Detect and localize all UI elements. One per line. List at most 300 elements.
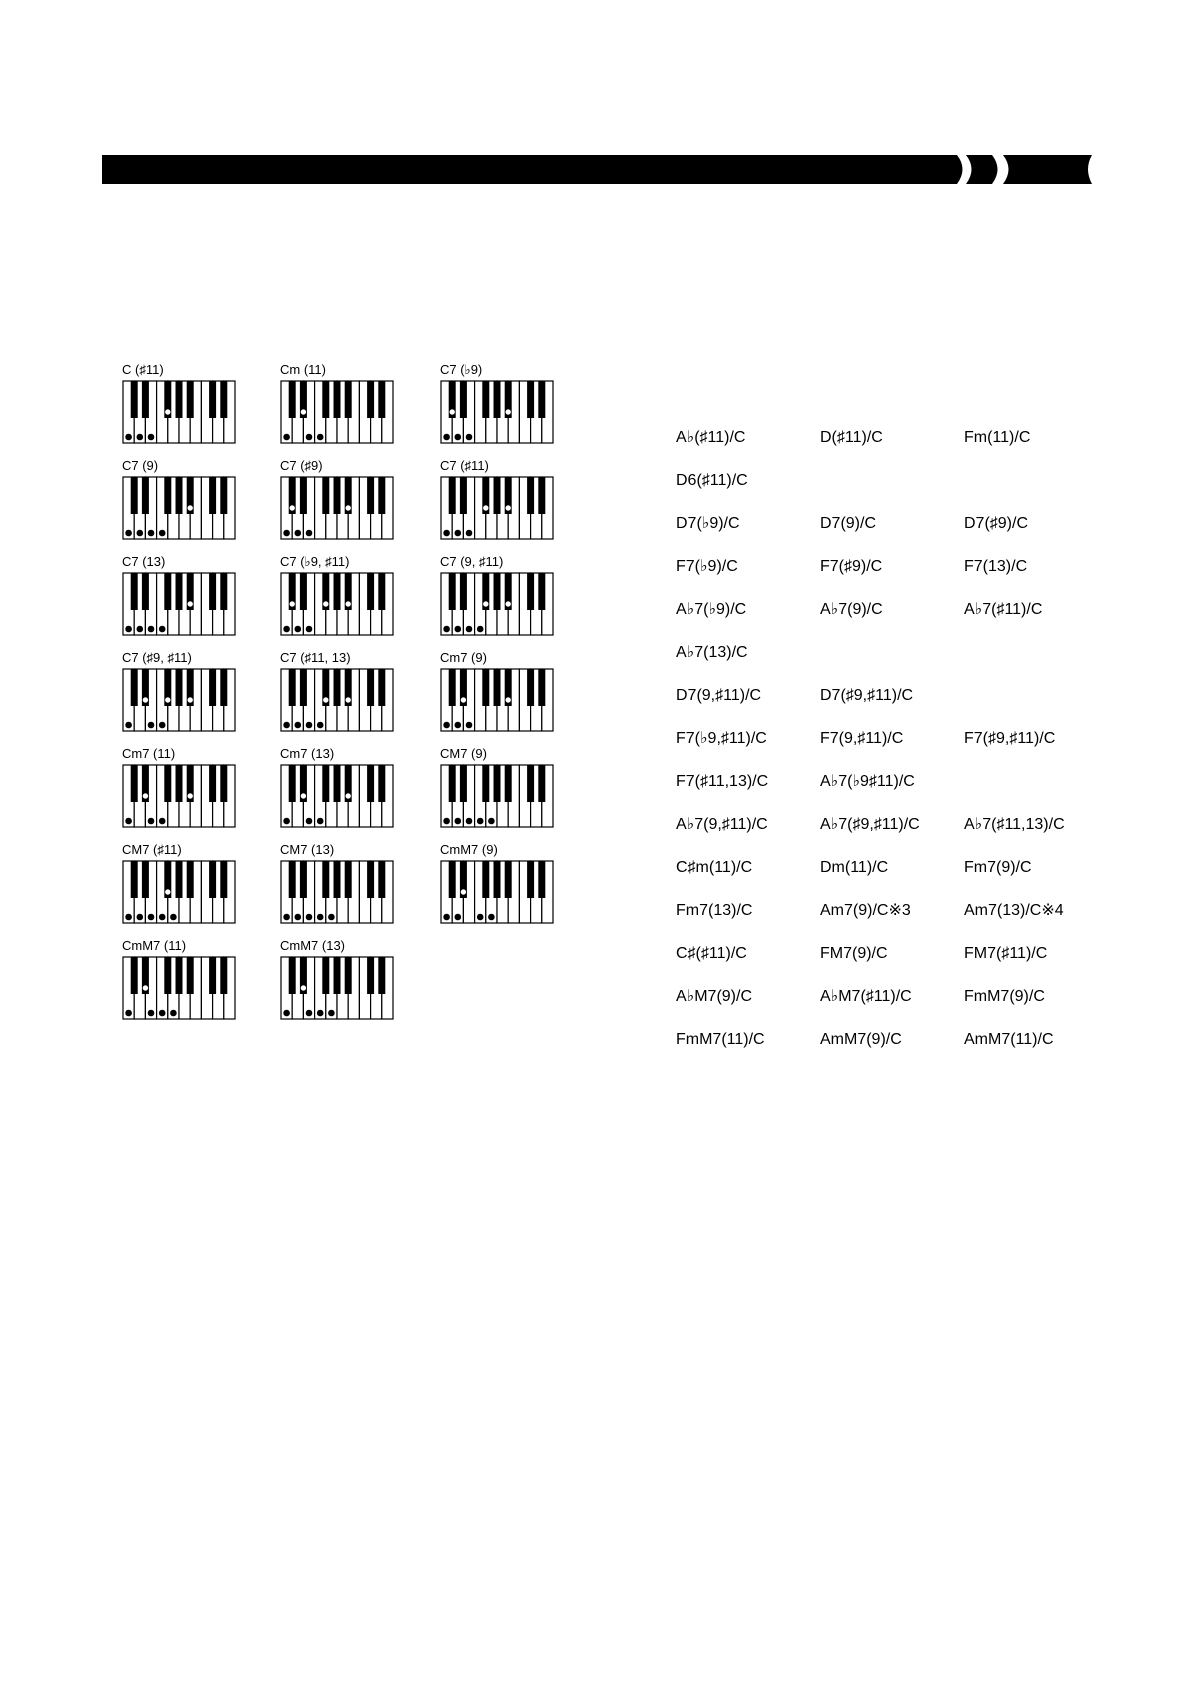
chord-diagram (278, 362, 408, 452)
white-key-dot (148, 914, 155, 921)
chord-symbol: D7(9,♯11)/C (676, 687, 762, 704)
black-key (460, 477, 467, 514)
chord-name: CM7 (9) (440, 746, 487, 761)
white-key-dot (455, 914, 462, 921)
white-key-dot (159, 626, 166, 633)
keyboard-diagram (440, 572, 556, 636)
white-key-dot (466, 818, 473, 825)
chord-symbol-row (676, 686, 1096, 729)
black-key-dot (142, 985, 148, 991)
chord-symbol: FmM7(9)/C (964, 988, 1045, 1005)
black-key (527, 381, 534, 418)
black-key (187, 957, 194, 994)
chord-symbol-row (676, 815, 1096, 858)
keyboard-diagram (122, 572, 238, 636)
black-key-dot (165, 409, 171, 415)
chord-diagram (438, 746, 568, 836)
chord-symbol-row (676, 428, 1096, 471)
white-key-dot (159, 530, 166, 537)
white-key-dot (455, 722, 462, 729)
chord-name: C (♯11) (122, 362, 164, 377)
white-key-dot (306, 914, 313, 921)
chord-symbol: Am7(13)/C※4 (964, 902, 1064, 919)
keyboard-diagram (122, 476, 238, 540)
black-key (322, 477, 329, 514)
black-key (449, 669, 456, 706)
keyboard-diagram (440, 668, 556, 732)
white-key-dot (125, 530, 132, 537)
chord-symbol: FM7(♯11)/C (964, 945, 1048, 962)
black-key-dot (289, 601, 295, 607)
chord-name: CmM7 (11) (122, 938, 187, 953)
chord-diagram (278, 842, 408, 932)
chord-symbol-row (676, 557, 1096, 600)
black-key (367, 669, 374, 706)
black-key-dot (323, 697, 329, 703)
white-key-dot (443, 530, 450, 537)
white-key-dot (306, 722, 313, 729)
chord-diagram (120, 362, 250, 452)
black-key (289, 957, 296, 994)
white-key-dot (317, 722, 324, 729)
black-key (378, 861, 385, 898)
white-key-dot (328, 1010, 335, 1017)
chord-diagram (278, 938, 408, 1028)
chord-symbol: A♭M7(♯11)/C (820, 988, 912, 1005)
black-key (289, 669, 296, 706)
white-key-dot (283, 722, 290, 729)
black-key (505, 765, 512, 802)
chord-diagram (278, 458, 408, 548)
white-key-dot (443, 818, 450, 825)
keyboard-diagram (280, 668, 396, 732)
chord-symbol: C♯m(11)/C (676, 859, 753, 876)
black-key (209, 765, 216, 802)
chord-name: C7 (♭9) (440, 362, 483, 377)
black-key-dot (300, 409, 306, 415)
black-key (209, 669, 216, 706)
white-key-dot (455, 818, 462, 825)
black-key-dot (449, 409, 455, 415)
black-key (378, 765, 385, 802)
black-key (378, 573, 385, 610)
chord-diagram (120, 746, 250, 836)
black-key (164, 765, 171, 802)
chord-name: C7 (9) (122, 458, 159, 473)
black-key (527, 669, 534, 706)
black-key (289, 765, 296, 802)
black-key (527, 477, 534, 514)
black-key (131, 765, 138, 802)
black-key (300, 477, 307, 514)
chord-symbol: A♭M7(9)/C (676, 988, 752, 1005)
chord-symbol-row (676, 858, 1096, 901)
black-key (164, 573, 171, 610)
black-key (345, 381, 352, 418)
black-key-dot (460, 697, 466, 703)
chord-name: Cm7 (13) (280, 746, 335, 761)
chord-symbol: AmM7(9)/C (820, 1031, 902, 1048)
white-key-dot (159, 722, 166, 729)
white-key-dot (317, 914, 324, 921)
keyboard-diagram (280, 476, 396, 540)
white-key-dot (466, 722, 473, 729)
black-key (345, 861, 352, 898)
keyboard-diagram (440, 764, 556, 828)
black-key-dot (483, 505, 489, 511)
chord-symbol: A♭7(9)/C (820, 601, 883, 618)
black-key (449, 573, 456, 610)
chord-symbol: D7(9)/C (820, 515, 877, 532)
black-key (220, 765, 227, 802)
chord-name: CmM7 (13) (280, 938, 346, 953)
chord-name: C7 (♭9, ♯11) (280, 554, 350, 569)
black-key (142, 477, 149, 514)
black-key (142, 861, 149, 898)
black-key (538, 381, 545, 418)
chord-diagram (438, 458, 568, 548)
white-key-dot (306, 1010, 313, 1017)
keyboard-diagram (440, 380, 556, 444)
black-key-dot (300, 985, 306, 991)
black-key (505, 861, 512, 898)
white-key-dot (455, 530, 462, 537)
black-key-dot (187, 601, 193, 607)
black-key (220, 477, 227, 514)
chord-symbol: F7(9,♯11)/C (820, 730, 904, 747)
chord-symbol: D7(♭9)/C (676, 515, 740, 532)
chord-symbol-row (676, 600, 1096, 643)
black-key (209, 861, 216, 898)
chord-name: C7 (13) (122, 554, 166, 569)
chord-diagram (438, 554, 568, 644)
black-key (131, 861, 138, 898)
white-key-dot (148, 1010, 155, 1017)
black-key (176, 669, 183, 706)
white-key-dot (148, 722, 155, 729)
white-key-dot (306, 626, 313, 633)
black-key (131, 669, 138, 706)
black-key (131, 381, 138, 418)
chord-diagram (438, 650, 568, 740)
white-key-dot (455, 626, 462, 633)
black-key-dot (300, 793, 306, 799)
black-key-dot (142, 697, 148, 703)
black-key (187, 381, 194, 418)
chord-symbol: F7(13)/C (964, 558, 1028, 575)
white-key-dot (295, 914, 302, 921)
black-key (367, 861, 374, 898)
black-key (322, 957, 329, 994)
chord-symbol-row (676, 944, 1096, 987)
keyboard-diagram (280, 956, 396, 1020)
white-key-dot (466, 434, 473, 441)
chord-diagram (438, 842, 568, 932)
black-key (494, 765, 501, 802)
black-key-dot (505, 601, 511, 607)
black-key-dot (289, 505, 295, 511)
black-key-dot (460, 889, 466, 895)
white-key-dot (170, 914, 177, 921)
white-key-dot (283, 626, 290, 633)
white-key-dot (466, 626, 473, 633)
chord-symbol: Fm7(9)/C (964, 859, 1032, 876)
white-key-dot (125, 914, 132, 921)
white-key-dot (125, 434, 132, 441)
black-key-dot (165, 697, 171, 703)
chord-symbol: D7(♯9,♯11)/C (820, 687, 914, 704)
black-key-dot (345, 505, 351, 511)
white-key-dot (125, 722, 132, 729)
black-key (334, 573, 341, 610)
white-key-dot (137, 914, 144, 921)
black-key-dot (323, 601, 329, 607)
chord-symbol: A♭7(♯9,♯11)/C (820, 816, 920, 833)
keyboard-diagram (280, 572, 396, 636)
black-key (538, 477, 545, 514)
white-key-dot (317, 434, 324, 441)
white-key-dot (125, 626, 132, 633)
black-key (482, 765, 489, 802)
black-key (334, 957, 341, 994)
black-key (209, 381, 216, 418)
chord-symbol: Fm(11)/C (964, 429, 1031, 446)
chord-symbol: A♭7(13)/C (676, 644, 748, 661)
chord-symbol: A♭7(♭9♯11)/C (820, 773, 915, 790)
chord-symbol: D(♯11)/C (820, 429, 883, 446)
white-key-dot (295, 530, 302, 537)
keyboard-diagram (280, 860, 396, 924)
black-key (289, 381, 296, 418)
black-key-dot (505, 697, 511, 703)
black-key (209, 573, 216, 610)
black-key-dot (187, 697, 193, 703)
chord-symbol: F7(♭9)/C (676, 558, 738, 575)
black-key (482, 669, 489, 706)
keyboard-diagram (122, 860, 238, 924)
black-key (142, 381, 149, 418)
black-key (538, 669, 545, 706)
black-key (289, 861, 296, 898)
chord-name: Cm (11) (280, 362, 326, 377)
black-key (345, 957, 352, 994)
chord-name: C7 (♯9, ♯11) (122, 650, 192, 665)
black-key (176, 477, 183, 514)
black-key (378, 381, 385, 418)
white-key-dot (148, 530, 155, 537)
white-key-dot (477, 626, 484, 633)
white-key-dot (283, 1010, 290, 1017)
keyboard-diagram (440, 860, 556, 924)
black-key (322, 381, 329, 418)
chord-symbol: D6(♯11)/C (676, 472, 748, 489)
black-key (460, 573, 467, 610)
white-key-dot (455, 434, 462, 441)
white-key-dot (306, 530, 313, 537)
black-key-dot (187, 793, 193, 799)
black-key (131, 573, 138, 610)
black-key (334, 861, 341, 898)
black-key (164, 957, 171, 994)
white-key-dot (148, 818, 155, 825)
chord-symbol-row (676, 471, 1096, 514)
white-key-dot (477, 914, 484, 921)
white-key-dot (295, 722, 302, 729)
chord-symbol-row (676, 729, 1096, 772)
white-key-dot (159, 818, 166, 825)
white-key-dot (125, 818, 132, 825)
chord-diagram-grid (120, 362, 620, 1082)
black-key (300, 573, 307, 610)
black-key (300, 669, 307, 706)
keyboard-diagram (122, 668, 238, 732)
white-key-dot (306, 818, 313, 825)
chord-diagram (438, 362, 568, 452)
black-key-dot (345, 697, 351, 703)
white-key-dot (466, 530, 473, 537)
black-key (131, 477, 138, 514)
black-key-dot (345, 793, 351, 799)
chord-symbol: A♭7(♯11)/C (964, 601, 1043, 618)
white-key-dot (137, 626, 144, 633)
black-key (334, 765, 341, 802)
black-key (334, 669, 341, 706)
chord-diagram (278, 650, 408, 740)
chord-symbol-row (676, 772, 1096, 815)
chord-diagram (120, 650, 250, 740)
black-key (527, 861, 534, 898)
black-key (367, 957, 374, 994)
white-key-dot (443, 914, 450, 921)
white-key-dot (328, 914, 335, 921)
chord-name: C7 (9, ♯11) (440, 554, 504, 569)
white-key-dot (488, 914, 495, 921)
chord-name: Cm7 (11) (122, 746, 176, 761)
black-key (322, 765, 329, 802)
black-key (460, 765, 467, 802)
chord-diagram (278, 746, 408, 836)
keyboard-diagram (280, 764, 396, 828)
white-key-dot (443, 434, 450, 441)
black-key (482, 861, 489, 898)
black-key-dot (142, 793, 148, 799)
chord-symbol: Am7(9)/C※3 (820, 902, 911, 919)
black-key (538, 573, 545, 610)
keyboard-diagram (122, 380, 238, 444)
white-key-dot (283, 434, 290, 441)
black-key (322, 861, 329, 898)
chord-symbol: F7(♯9,♯11)/C (964, 730, 1056, 747)
white-key-dot (317, 1010, 324, 1017)
chord-name: CM7 (13) (280, 842, 335, 857)
black-key (449, 861, 456, 898)
keyboard-diagram (280, 380, 396, 444)
chord-symbol: A♭7(♯11,13)/C (964, 816, 1065, 833)
black-key (187, 861, 194, 898)
black-key (220, 381, 227, 418)
chord-symbol-row (676, 643, 1096, 686)
black-key (494, 477, 501, 514)
white-key-dot (159, 914, 166, 921)
black-key (176, 381, 183, 418)
black-key (494, 861, 501, 898)
white-key-dot (317, 818, 324, 825)
black-key (220, 573, 227, 610)
black-key (209, 957, 216, 994)
header-bar (102, 155, 1092, 184)
white-key-dot (443, 722, 450, 729)
black-key (220, 669, 227, 706)
chord-symbol: FM7(9)/C (820, 945, 888, 962)
black-key (460, 381, 467, 418)
black-key-dot (187, 505, 193, 511)
black-key (220, 957, 227, 994)
black-key-dot (165, 889, 171, 895)
black-key (164, 477, 171, 514)
black-key (367, 477, 374, 514)
white-key-dot (477, 818, 484, 825)
chord-symbol: A♭7(♭9)/C (676, 601, 747, 618)
black-key (209, 477, 216, 514)
chord-symbol: F7(♯9)/C (820, 558, 883, 575)
chord-name: CmM7 (9) (440, 842, 498, 857)
black-key (131, 957, 138, 994)
black-key (538, 765, 545, 802)
chord-name: CM7 (♯11) (122, 842, 182, 857)
black-key (449, 765, 456, 802)
chord-diagram (278, 554, 408, 644)
chord-symbol: AmM7(11)/C (964, 1031, 1054, 1048)
black-key (334, 477, 341, 514)
chord-name: Cm7 (9) (440, 650, 487, 665)
chord-symbol: C♯(♯11)/C (676, 945, 747, 962)
black-key (494, 573, 501, 610)
black-key-dot (505, 409, 511, 415)
chord-symbol: F7(♭9,♯11)/C (676, 730, 767, 747)
chord-symbol: F7(♯11,13)/C (676, 773, 769, 790)
chord-diagram (120, 458, 250, 548)
chord-symbol: D7(♯9)/C (964, 515, 1029, 532)
chord-diagram (120, 554, 250, 644)
chord-symbol-row (676, 901, 1096, 944)
black-key (494, 381, 501, 418)
white-key-dot (159, 1010, 166, 1017)
white-key-dot (443, 626, 450, 633)
chord-diagram (120, 938, 250, 1028)
black-key (142, 573, 149, 610)
chord-symbol-row (676, 1030, 1096, 1073)
black-key (538, 861, 545, 898)
chord-name: C7 (♯9) (280, 458, 323, 473)
chord-symbol: A♭7(9,♯11)/C (676, 816, 768, 833)
chord-symbol-row (676, 514, 1096, 557)
black-key (378, 957, 385, 994)
white-key-dot (148, 434, 155, 441)
chord-symbol-table (676, 428, 1096, 1073)
white-key-dot (170, 1010, 177, 1017)
chord-symbol: A♭(♯11)/C (676, 429, 746, 446)
chord-symbol-row (676, 987, 1096, 1030)
white-key-dot (148, 626, 155, 633)
keyboard-diagram (440, 476, 556, 540)
black-key (334, 381, 341, 418)
keyboard-diagram (122, 764, 238, 828)
black-key (176, 573, 183, 610)
black-key (527, 765, 534, 802)
chord-symbol: Fm7(13)/C (676, 902, 753, 919)
white-key-dot (306, 434, 313, 441)
black-key (482, 381, 489, 418)
